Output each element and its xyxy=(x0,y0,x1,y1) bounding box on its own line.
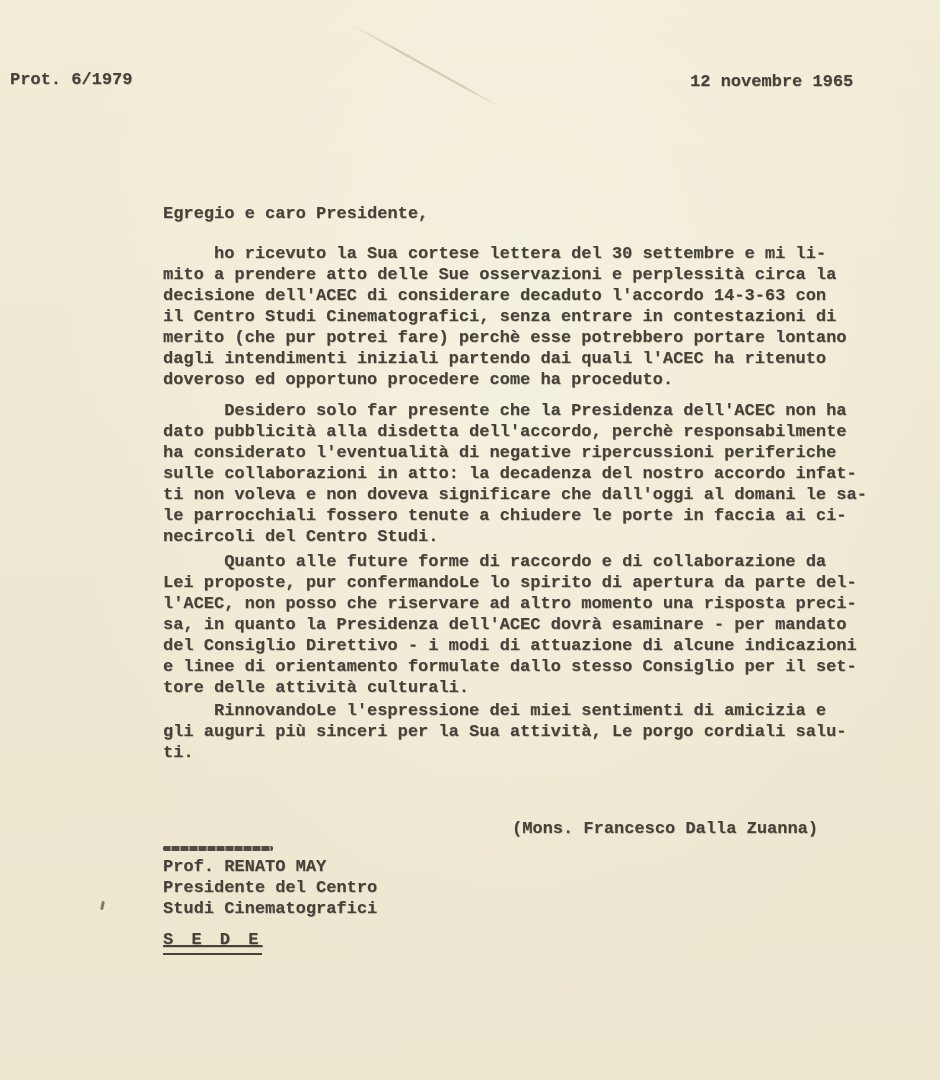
recipient-name: Prof. RENATO MAY xyxy=(163,858,327,877)
recipient-block xyxy=(163,846,377,955)
sede-line xyxy=(163,930,377,955)
ink-speck xyxy=(100,901,105,910)
text-line: ho ricevuto la Sua cortese lettera del 30 settembre e mi li- xyxy=(163,245,827,264)
paragraph-1 xyxy=(163,244,847,391)
text-line: RinnovandoLe l'espressione dei miei sentimenti di amicizia e xyxy=(163,702,827,721)
paper-crease-mark xyxy=(352,24,500,107)
text-line: dato pubblicità alla disdetta dell'accordo, perchè responsabilmente xyxy=(163,423,847,442)
text-line: doveroso ed opportuno procedere come ha proceduto. xyxy=(163,371,674,390)
sede-label: S E D E xyxy=(163,930,262,955)
recipient-title: Presidente del Centro xyxy=(163,879,378,898)
paragraph-4 xyxy=(163,701,847,764)
text-line: mito a prendere atto delle Sue osservazioni e perplessità circa la xyxy=(163,266,837,285)
text-line: e linee di orientamento formulate dallo stesso Consiglio per il set- xyxy=(163,658,857,677)
struck-out-text-mark xyxy=(163,846,273,851)
text-line: le parrocchiali fossero tenute a chiudere le porte in faccia ai ci- xyxy=(163,507,847,526)
text-line: decisione dell'ACEC di considerare decaduto l'accordo 14-3-63 con xyxy=(163,287,827,306)
text-line: del Consiglio Direttivo - i modi di attuazione di alcune indicazioni xyxy=(163,637,857,656)
text-line: ha considerato l'eventualità di negative ripercussioni periferiche xyxy=(163,444,837,463)
text-line: dagli intendimenti iniziali partendo dai quali l'ACEC ha ritenuto xyxy=(163,350,827,369)
text-line: Desidero solo far presente che la Presidenza dell'ACEC non ha xyxy=(163,402,847,421)
text-line: sulle collaborazioni in atto: la decadenza del nostro accordo infat- xyxy=(163,465,857,484)
text-line: tore delle attività culturali. xyxy=(163,679,470,698)
text-line: Lei proposte, pur confermandoLe lo spirito di apertura da parte del- xyxy=(163,574,857,593)
signature-name: (Mons. Francesco Dalla Zuanna) xyxy=(512,820,819,839)
letter-date: 12 novembre 1965 xyxy=(690,73,854,92)
paragraph-3 xyxy=(163,552,857,699)
protocol-number: Prot. 6/1979 xyxy=(10,71,133,90)
text-line: l'ACEC, non posso che riservare ad altro momento una risposta preci- xyxy=(163,595,857,614)
text-line: sa, in quanto la Presidenza dell'ACEC dovrà esaminare - per mandato xyxy=(163,616,847,635)
paragraph-2 xyxy=(163,401,867,548)
text-line: Quanto alle future forme di raccordo e di collaborazione da xyxy=(163,553,827,572)
text-line: ti. xyxy=(163,744,194,763)
text-line: ti non voleva e non doveva significare che dall'oggi al domani le sa- xyxy=(163,486,867,505)
text-line: necircoli del Centro Studi. xyxy=(163,528,439,547)
text-line: il Centro Studi Cinematografici, senza entrare in contestazioni di xyxy=(163,308,837,327)
text-line: gli auguri più sinceri per la Sua attività, Le porgo cordiali salu- xyxy=(163,723,847,742)
salutation: Egregio e caro Presidente, xyxy=(163,205,429,224)
recipient-organization: Studi Cinematografici xyxy=(163,900,378,919)
text-line: merito (che pur potrei fare) perchè esse potrebbero portare lontano xyxy=(163,329,847,348)
